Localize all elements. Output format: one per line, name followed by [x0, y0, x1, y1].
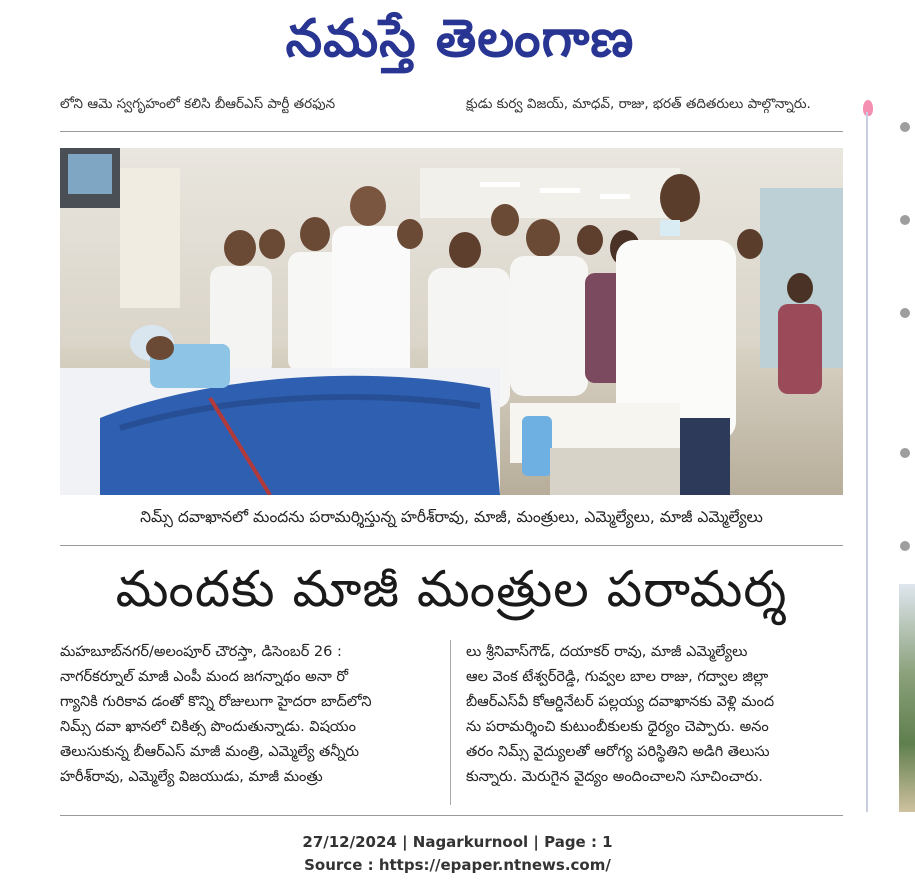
body-line: లు శ్రీనివాస్‌గౌడ్‌, దయాకర్ రావు, మాజీ ఎమ్మెల్యేలు: [466, 644, 748, 660]
top-strip-left-text: లోని ఆమె స్వగృహంలో కలిసి బీఆర్‌ఎస్ పార్టీ తరఫున: [60, 96, 336, 112]
headline: మందకు మాజీ మంత్రుల పరామర్శ: [115, 560, 788, 618]
body-line: తరం నిమ్స్ వైద్యులతో ఆరోగ్య పరిస్థితిని అడిగి తెలుసు: [466, 744, 770, 760]
body-column-right: [466, 640, 844, 790]
photo-caption: నిమ్స్ దవాఖానలో మందను పరామర్శిస్తున్న హరీశ్‌రావు, మాజీ, మంత్రులు, ఎమ్మెల్యేలు, మాజీ ఎమ్మెల్యేలు: [140, 508, 763, 526]
body-line: హరీశ్‌రావు, ఎమ్మెల్యే విజయుడు, మాజీ మంత్రు: [60, 769, 323, 785]
news-photo: [60, 148, 843, 495]
adjacent-photo-edge: [899, 584, 915, 812]
top-divider: [60, 131, 843, 132]
footer-date-edition: 27/12/2024 | Nagarkurnool | Page : 1: [302, 833, 613, 851]
body-line: మహబూబ్‌నగర్‌/అలంపూర్ చౌరస్తా, డిసెంబర్ 26 :: [60, 644, 342, 660]
adjacent-bullet: [900, 448, 910, 458]
body-line: బీఆర్‌ఎస్‌వీ కోఆర్డినేటర్ పల్లయ్య దవాఖానకు వెళ్లి మంద: [466, 694, 775, 710]
footer-source-link[interactable]: Source : https://epaper.ntnews.com/: [304, 856, 611, 874]
body-line: నిమ్స్ దవా ఖానలో చికిత్స పొందుతున్నాడు. విషయం: [60, 719, 356, 735]
pin-marker: [863, 100, 873, 116]
body-line: ఆల వెంక టేశ్వర్‌రెడ్డి, గువ్వల బాల రాజు, గద్వాల జిల్లా: [466, 669, 769, 685]
body-column-divider: [450, 640, 451, 805]
body-line: ను పరామర్శించి కుటుంబీకులకు ధైర్యం చెప్పారు. అనం: [466, 719, 769, 735]
top-strip-right-text: క్షుడు కుర్వ విజయ్‌, మాధవ్‌, రాజు, భరత్‌ తదితరులు పాల్గొన్నారు.: [466, 96, 811, 112]
caption-divider: [60, 545, 843, 546]
bottom-divider: [60, 815, 843, 816]
body-line: గ్యానికి గురికావ డంతో కొన్ని రోజులుగా హైదరా బాద్‌లోని: [60, 694, 372, 710]
adjacent-bullet: [900, 215, 910, 225]
body-line: తెలుసుకున్న బీఆర్‌ఎస్ మాజీ మంత్రి, ఎమ్మెల్యే తన్నీరు: [60, 744, 359, 760]
masthead-logo: నమస్తే తెలంగాణ: [285, 9, 635, 69]
column-separator-line: [866, 112, 868, 812]
adjacent-bullet: [900, 308, 910, 318]
body-column-left: [60, 640, 438, 790]
adjacent-bullet: [900, 541, 910, 551]
body-line: నాగర్‌కర్నూల్ మాజీ ఎంపీ మంద జగన్నాథం అనా రో: [60, 669, 349, 685]
body-line: కున్నారు. మెరుగైన వైద్యం అందించాలని సూచించారు.: [466, 769, 763, 785]
adjacent-bullet: [900, 122, 910, 132]
